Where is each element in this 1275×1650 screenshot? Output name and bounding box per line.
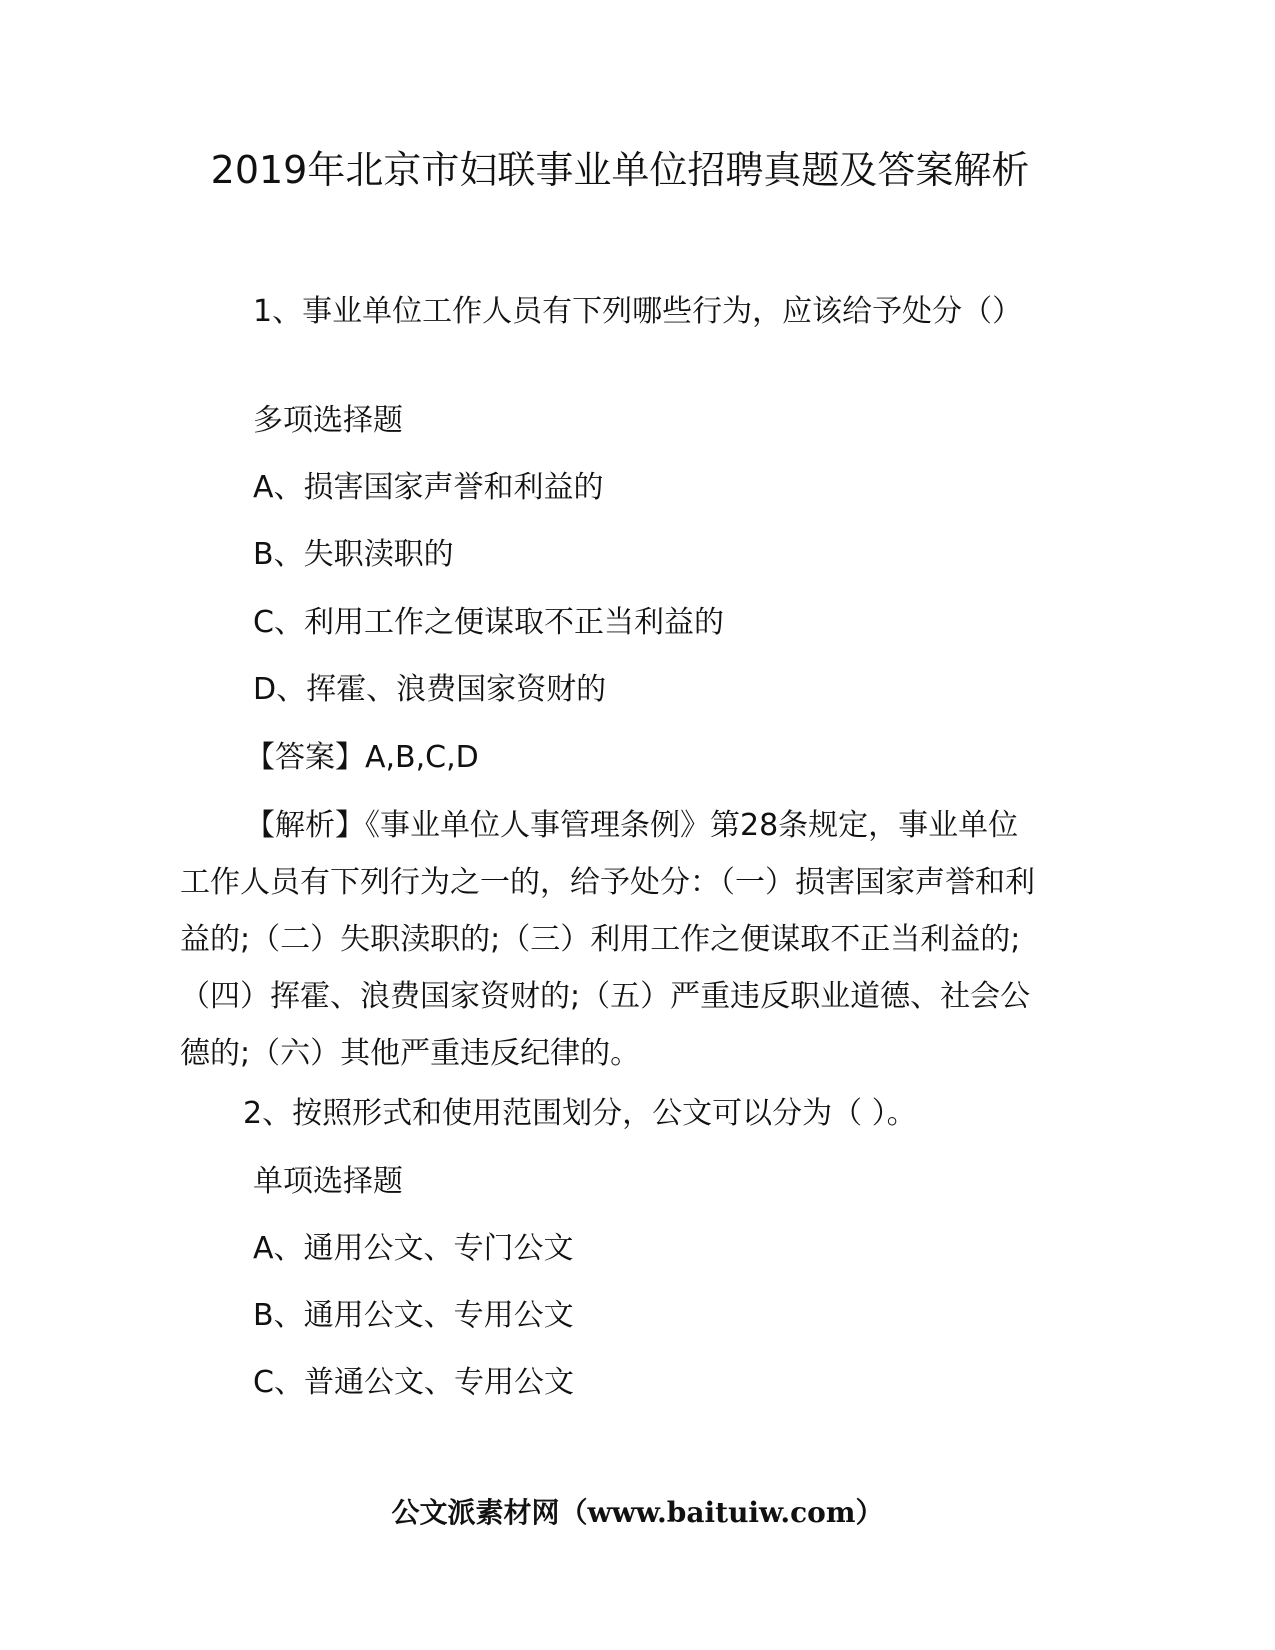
page-title: 2019年北京市妇联事业单位招聘真题及答案解析 (210, 148, 1030, 192)
question-1-type: 多项选择题 (253, 403, 403, 438)
question-1-option-c: C、利用工作之便谋取不正当利益的 (253, 605, 724, 640)
question-1-answer: 【答案】A,B,C,D (245, 740, 479, 775)
question-2-option-a: A、通用公文、专门公文 (253, 1231, 574, 1266)
question-2-option-b: B、通用公文、专用公文 (253, 1298, 574, 1333)
question-1-option-d: D、挥霍、浪费国家资财的 (253, 672, 607, 707)
footer-source: 公文派素材网（www.baituiw.com） (391, 1496, 884, 1529)
question-1-analysis: 【解析】《事业单位人事管理条例》第28条规定，事业单位工作人员有下列行为之一的，给予处分：（一）损害国家声誉和利益的;（二）失职渎职的;（三）利用工作之便谋取不正当利益的;（四）挥霍、浪费国家资财的;（五）严重违反职业道德、社会公德的;（六）其他严重违反纪律的。 (180, 808, 1035, 1071)
question-2-stem: 2、按照形式和使用范围划分，公文可以分为（ ）。 (243, 1096, 917, 1131)
question-1-option-a: A、损害国家声誉和利益的 (253, 470, 604, 505)
question-1-option-b: B、失职渎职的 (253, 537, 454, 572)
question-2-type: 单项选择题 (253, 1164, 403, 1199)
question-2-option-c: C、普通公文、专用公文 (253, 1365, 574, 1400)
question-1-stem: 1、事业单位工作人员有下列哪些行为，应该给予处分（） (253, 294, 1023, 329)
